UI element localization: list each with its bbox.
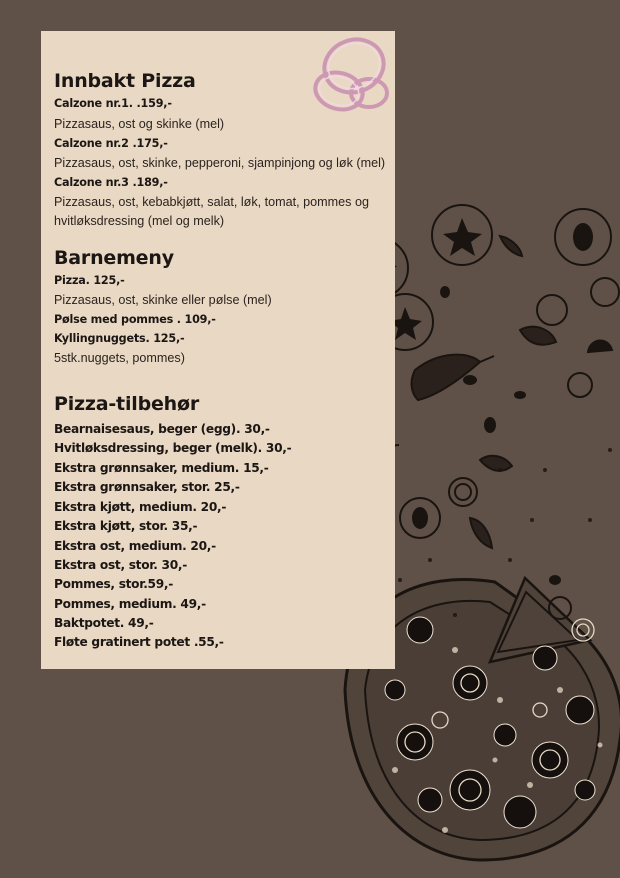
onion-rings-icon [299,31,395,123]
section-title-pizza-tilbehor: Pizza-tilbehør [54,393,200,415]
addon-item: Ekstra ost, stor. 30,- [54,558,187,572]
section-title-innbakt-pizza: Innbakt Pizza [54,70,196,92]
addon-item: Pommes, stor.59,- [54,577,173,591]
addon-item: Pommes, medium. 49,- [54,597,206,611]
addon-item: Baktpotet. 49,- [54,616,154,630]
addon-item: Fløte gratinert potet .55,- [54,635,224,649]
menu-item-name: Calzone nr.1. .159,- [54,97,172,110]
menu-item-desc: 5stk.nuggets, pommes) [54,351,185,365]
addon-item: Hvitløksdressing, beger (melk). 30,- [54,441,292,455]
menu-item-desc: Pizzasaus, ost, skinke eller pølse (mel) [54,293,272,307]
menu-item-name: Calzone nr.2 .175,- [54,137,168,150]
menu-panel [41,31,395,669]
menu-item-desc: Pizzasaus, ost, skinke, pepperoni, sjampinjong og løk (mel) [54,156,386,170]
addon-item: Ekstra ost, medium. 20,- [54,539,216,553]
menu-item-name: Calzone nr.3 .189,- [54,176,168,189]
addon-item: Bearnaisesaus, beger (egg). 30,- [54,422,270,436]
menu-item-name: Pølse med pommes . 109,- [54,313,216,326]
addon-item: Ekstra kjøtt, stor. 35,- [54,519,198,533]
addon-item: Ekstra grønnsaker, stor. 25,- [54,480,240,494]
section-title-barnemeny: Barnemeny [54,247,174,269]
menu-item-name: Kyllingnuggets. 125,- [54,332,185,345]
menu-item-name: Pizza. 125,- [54,274,125,287]
menu-item-desc: Pizzasaus, ost og skinke (mel) [54,117,225,131]
addon-item: Ekstra kjøtt, medium. 20,- [54,500,227,514]
menu-item-desc: Pizzasaus, ost, kebabkjøtt, salat, løk, tomat, pommes og [54,195,369,209]
addon-item: Ekstra grønnsaker, medium. 15,- [54,461,269,475]
menu-item-desc: hvitløksdressing (mel og melk) [54,214,225,228]
